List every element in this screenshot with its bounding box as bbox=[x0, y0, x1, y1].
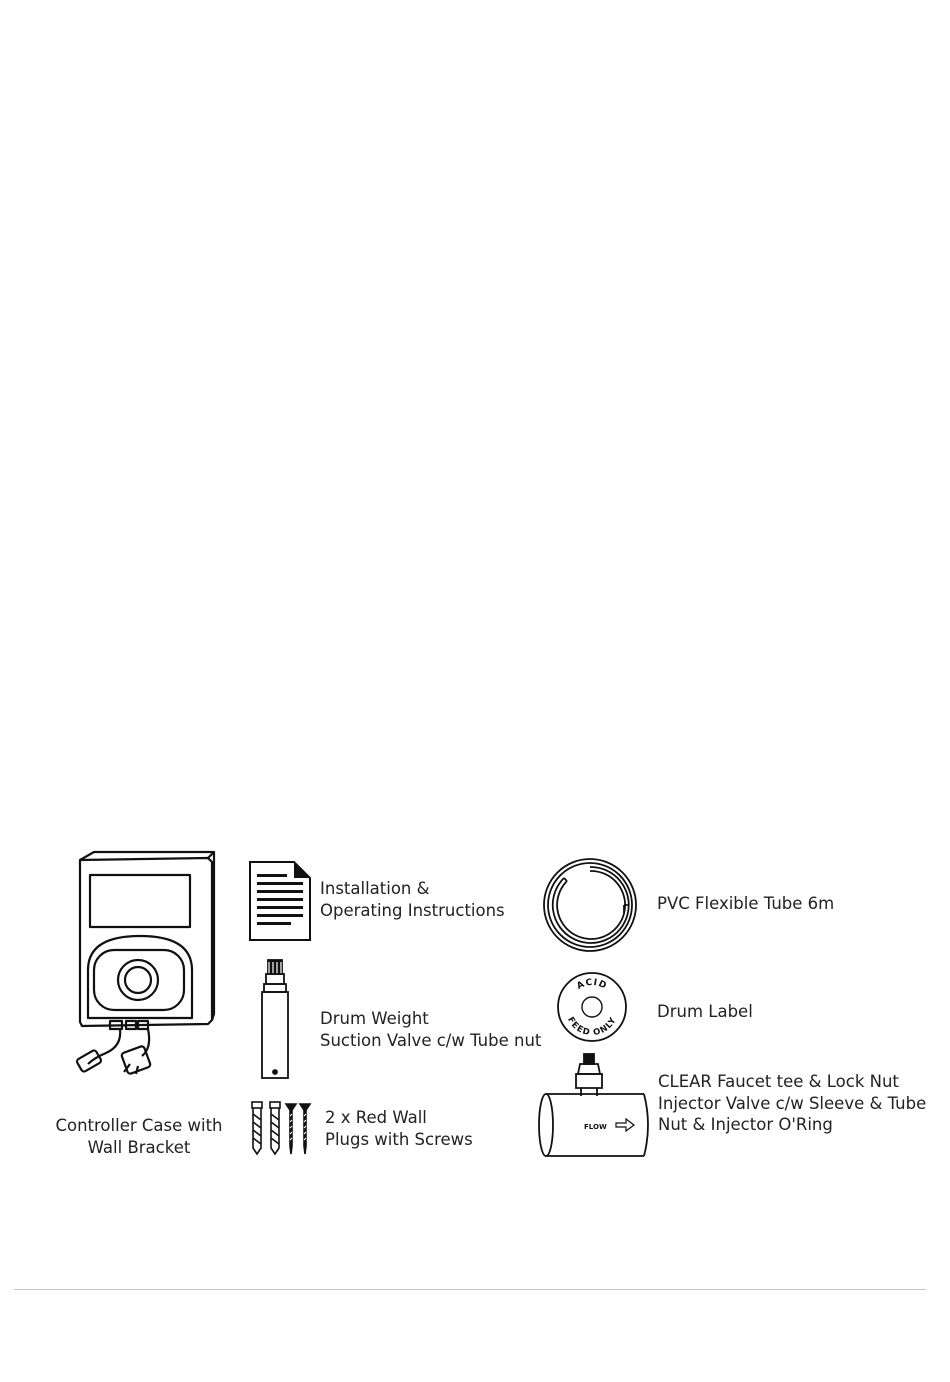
instructions-label bbox=[320, 878, 505, 921]
footer-divider bbox=[14, 1289, 926, 1290]
pvc-tube-label bbox=[657, 893, 834, 915]
wall-plugs-label bbox=[325, 1107, 473, 1150]
wall-plugs-label-line1: 2 x Red Wall bbox=[325, 1108, 427, 1127]
controller-case-label bbox=[48, 1115, 230, 1158]
drum-label-label-line1: Drum Label bbox=[657, 1002, 753, 1021]
wall-plugs-label-line2: Plugs with Screws bbox=[325, 1129, 473, 1149]
faucet-tee-label bbox=[658, 1071, 926, 1136]
drum-weight-icon bbox=[258, 958, 292, 1082]
controller-case-label-line2: Wall Bracket bbox=[87, 1137, 191, 1157]
instructions-label-line2: Operating Instructions bbox=[320, 900, 505, 920]
instructions-label-line1: Installation & bbox=[320, 879, 430, 898]
faucet-tee-icon bbox=[536, 1052, 654, 1158]
controller-case-illustration bbox=[58, 850, 228, 1075]
flow-text: FLOW bbox=[584, 1123, 607, 1131]
drum-weight-label-line1: Drum Weight bbox=[320, 1009, 429, 1028]
wall-plugs-screws-icon bbox=[248, 1100, 314, 1156]
pvc-tube-label-line1: PVC Flexible Tube 6m bbox=[657, 894, 835, 913]
faucet-tee-label-line3: Nut & Injector O'Ring bbox=[658, 1115, 833, 1134]
instructions-document-icon bbox=[248, 860, 314, 942]
controller-case-label-line1: Controller Case with bbox=[55, 1116, 223, 1135]
sticker-top-text: ACID bbox=[575, 977, 609, 992]
svg-text:ACID bbox=[575, 978, 608, 992]
drum-label-label bbox=[657, 1001, 753, 1023]
acid-feed-sticker-icon bbox=[556, 971, 628, 1043]
faucet-tee-label-line2: Injector Valve c/w Sleeve & Tube bbox=[658, 1093, 927, 1113]
sticker-bottom-text: FEED ONLY bbox=[565, 1015, 619, 1039]
faucet-tee-label-line1: CLEAR Faucet tee & Lock Nut bbox=[658, 1072, 899, 1091]
coiled-tube-icon bbox=[540, 855, 640, 955]
drum-weight-label-line2: Suction Valve c/w Tube nut bbox=[320, 1030, 542, 1050]
drum-weight-label bbox=[320, 1008, 541, 1051]
